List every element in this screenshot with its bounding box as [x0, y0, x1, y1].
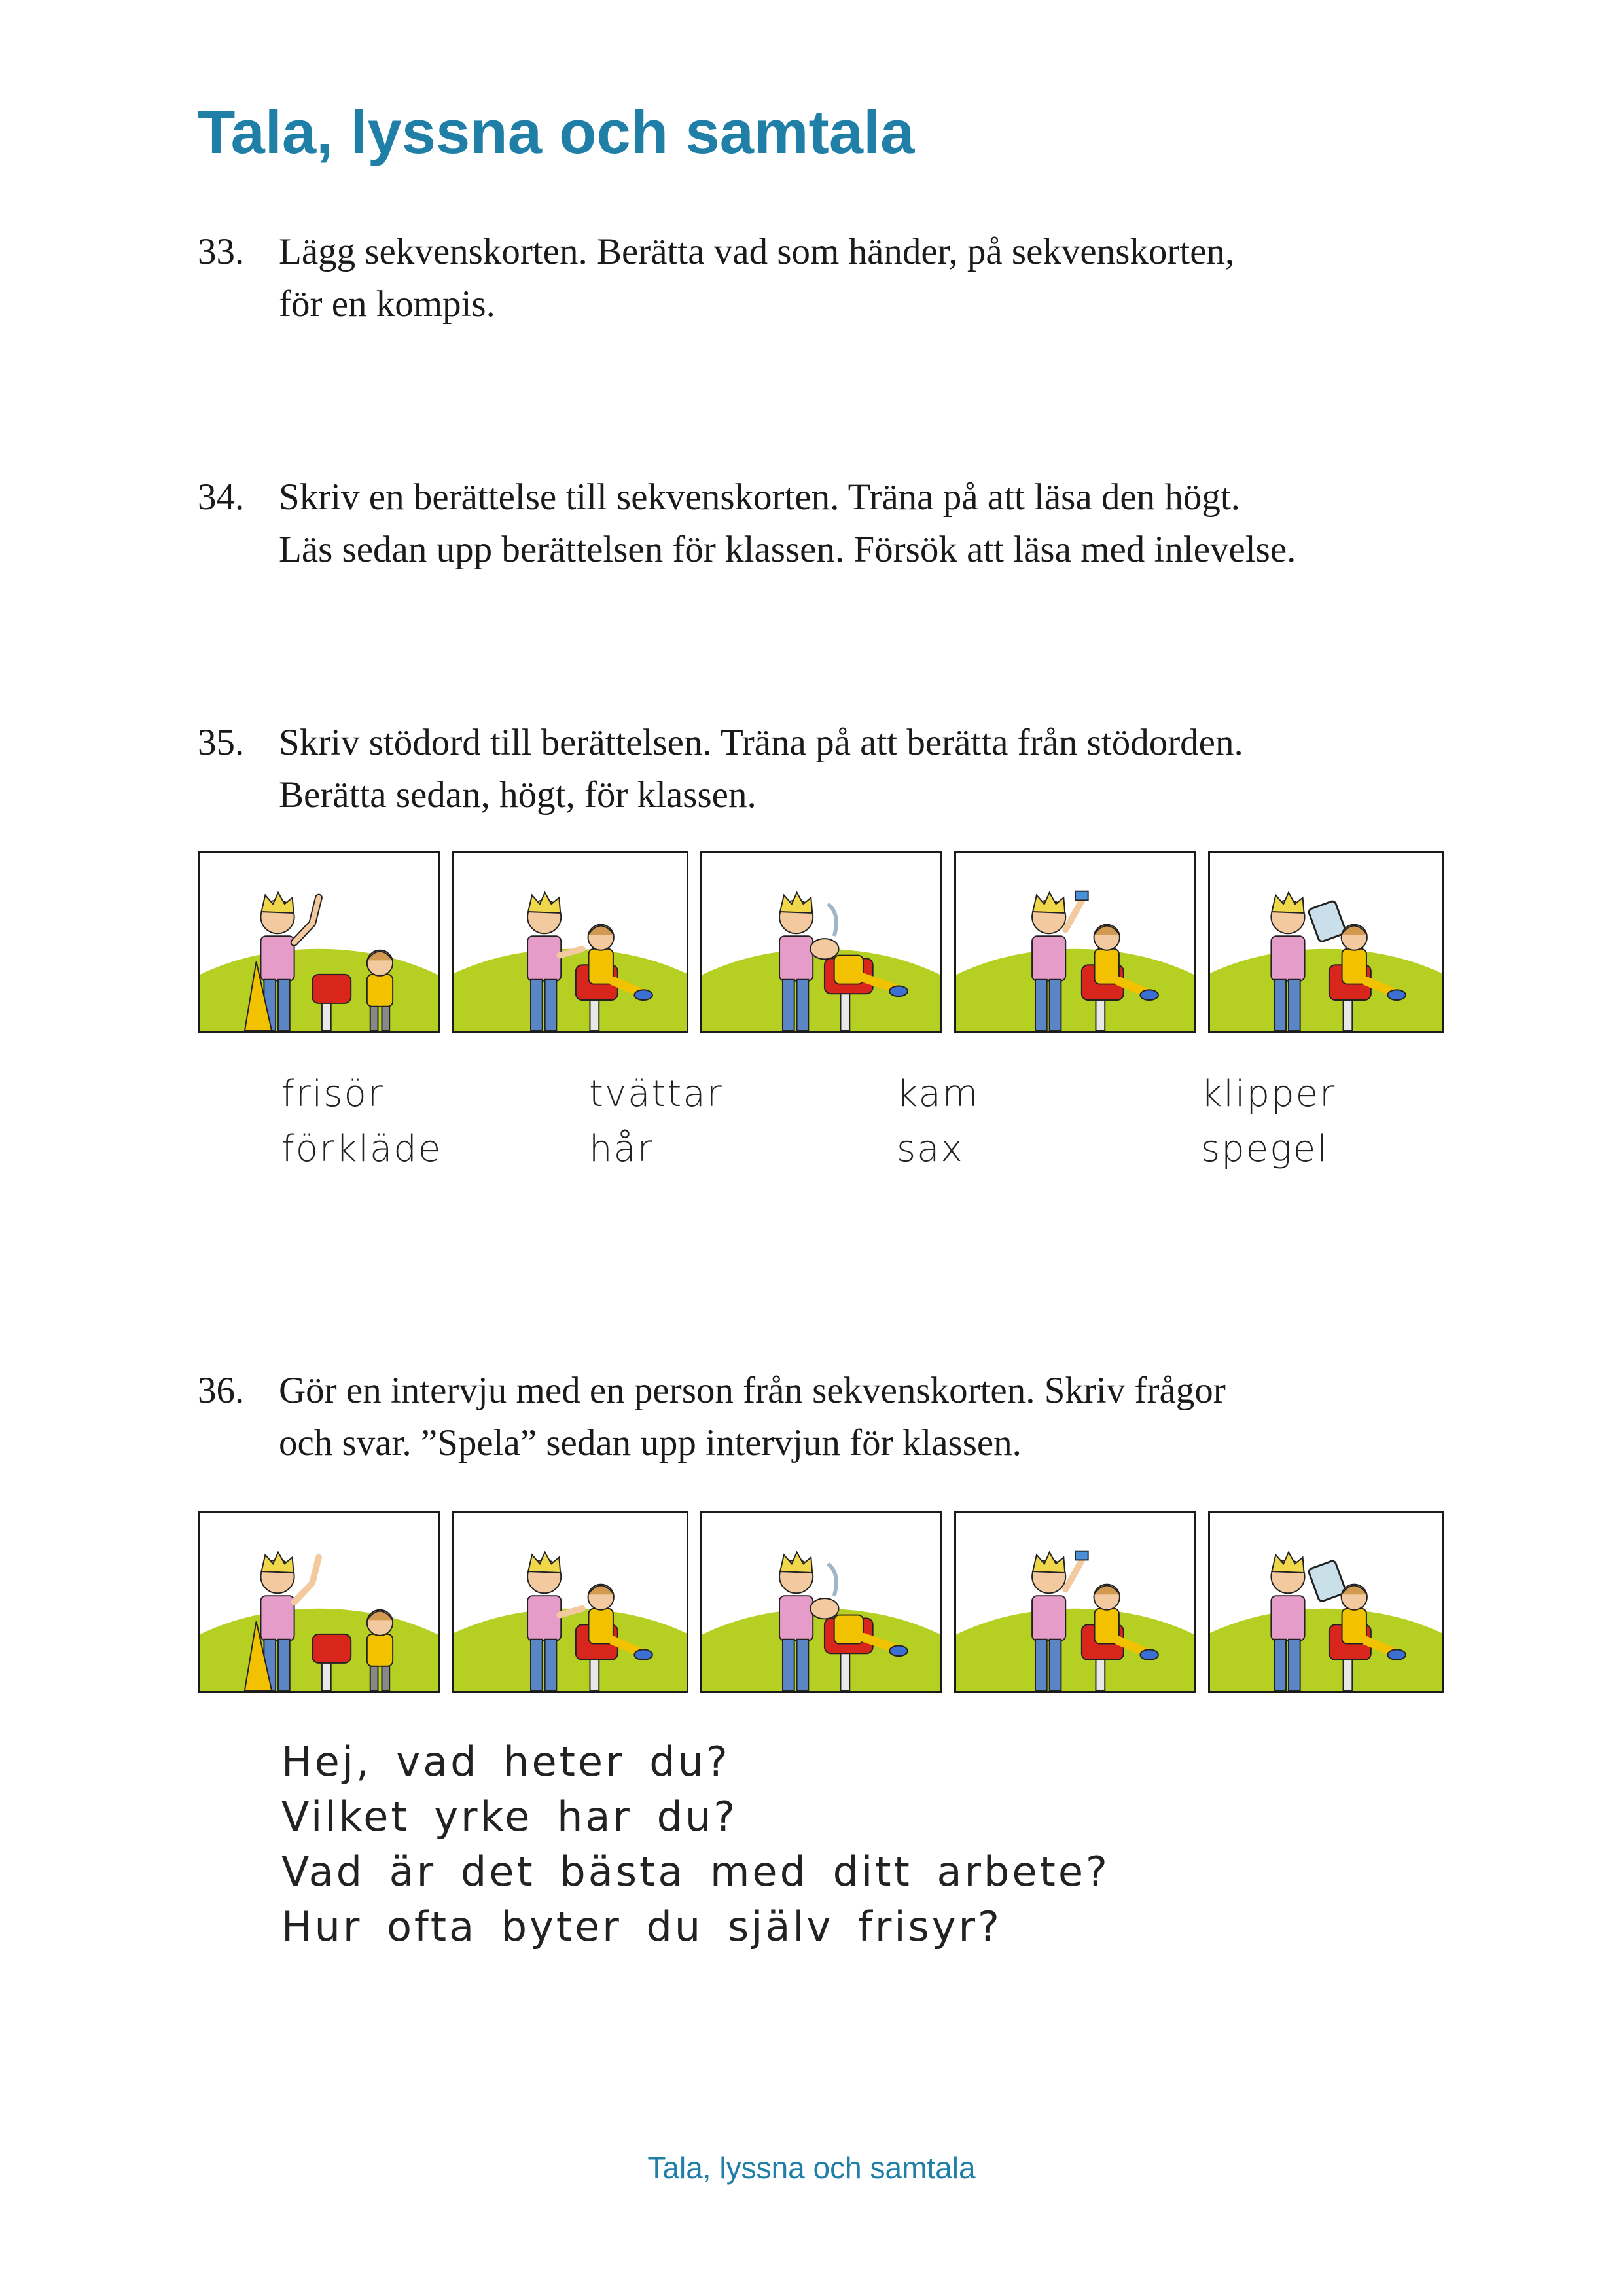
interview-question: Vad är det bästa med ditt arbete?	[281, 1848, 1110, 1895]
page-footer: Tala, lyssna och samtala	[647, 2151, 976, 2185]
task-line: Skriv stödord till berättelsen. Träna på att berätta från stödorden.	[279, 722, 1243, 763]
word-column	[897, 1067, 979, 1177]
word-column	[281, 1067, 442, 1177]
task-36	[198, 1365, 1441, 1469]
support-word: hår	[589, 1128, 654, 1170]
hairdresser-greeting-illustration	[200, 853, 438, 1031]
hairdresser-combing-illustration	[454, 1513, 687, 1691]
task-line: Lägg sekvenskorten. Berätta vad som händer, på sekvenskorten,	[279, 231, 1235, 272]
sequence-card-2	[452, 1511, 688, 1693]
interview-question: Vilket yrke har du?	[281, 1793, 738, 1840]
task-33	[198, 226, 1441, 331]
support-word: tvättar	[589, 1073, 723, 1115]
sequence-card-5	[1208, 1511, 1444, 1693]
task-35	[198, 717, 1441, 821]
interview-questions	[281, 1734, 1394, 1954]
support-words	[281, 1067, 1394, 1198]
hairdresser-washing-illustration	[702, 1513, 940, 1691]
hairdresser-mirror-illustration	[1210, 853, 1442, 1031]
sequence-card-4	[954, 851, 1196, 1033]
hairdresser-washing-illustration	[702, 853, 940, 1031]
hairdresser-greeting-illustration	[200, 1513, 438, 1691]
hairdresser-mirror-illustration	[1210, 1513, 1442, 1691]
task-line: och svar. ”Spela” sedan upp intervjun för klassen.	[279, 1422, 1022, 1463]
support-word: kam	[897, 1073, 980, 1115]
support-word: spegel	[1201, 1128, 1329, 1170]
task-number: 36.	[198, 1370, 245, 1411]
sequence-card-1	[198, 1511, 440, 1693]
support-word: klipper	[1201, 1073, 1336, 1115]
task-line: Skriv en berättelse till sekvenskorten. Träna på att läsa den högt.	[279, 476, 1241, 518]
task-line: Gör en intervju med en person från sekvenskorten. Skriv frågor	[279, 1370, 1226, 1411]
support-word: sax	[897, 1128, 964, 1170]
sequence-card-2	[452, 851, 688, 1033]
sequence-card-1	[198, 851, 440, 1033]
hairdresser-cutting-illustration	[956, 853, 1194, 1031]
sequence-cards-strip	[198, 1511, 1441, 1695]
word-column	[1201, 1067, 1336, 1177]
task-number: 35.	[198, 722, 245, 763]
hairdresser-combing-illustration	[454, 853, 687, 1031]
sequence-card-4	[954, 1511, 1196, 1693]
sequence-card-3	[700, 1511, 942, 1693]
sequence-cards-strip	[198, 851, 1441, 1035]
task-number: 34.	[198, 476, 245, 518]
sequence-card-5	[1208, 851, 1444, 1033]
support-word: förkläde	[281, 1128, 442, 1170]
support-word: frisör	[281, 1073, 384, 1115]
sequence-card-3	[700, 851, 942, 1033]
task-line: Berätta sedan, högt, för klassen.	[279, 774, 757, 816]
interview-question: Hej, vad heter du?	[281, 1738, 730, 1785]
task-line: Läs sedan upp berättelsen för klassen. Försök att läsa med inlevelse.	[279, 529, 1296, 570]
task-34	[198, 471, 1441, 576]
task-line: för en kompis.	[279, 283, 495, 325]
hairdresser-cutting-illustration	[956, 1513, 1194, 1691]
task-number: 33.	[198, 231, 245, 272]
interview-question: Hur ofta byter du själv frisyr?	[281, 1903, 1002, 1950]
page-title: Tala, lyssna och samtala	[198, 98, 915, 166]
word-column	[589, 1067, 723, 1177]
